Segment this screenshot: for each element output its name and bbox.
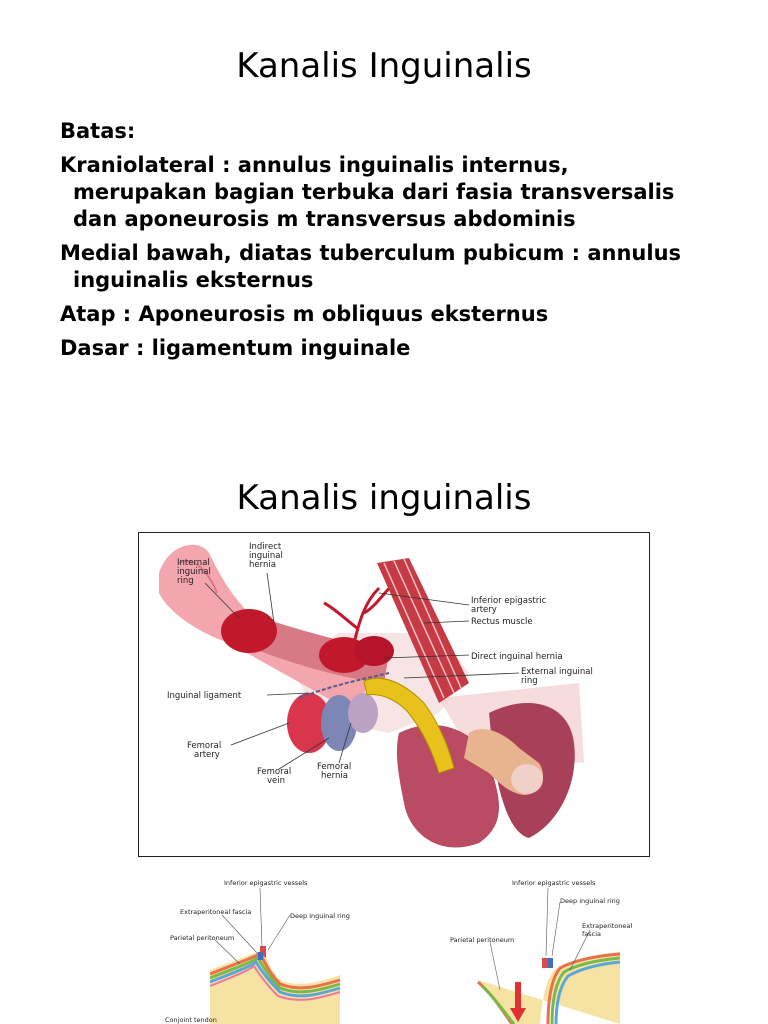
list-item: Dasar : ligamentum inguinale [60, 336, 411, 360]
label-right-deep-inguinal-ring: Deep inguinal ring [560, 897, 620, 905]
label-left-extraperitoneal-fascia: Extraperitoneal fascia [180, 908, 252, 916]
list-item: Atap : Aponeurosis m obliquus eksternus [60, 302, 549, 326]
label-femoral-hernia: Femoral hernia [317, 762, 352, 781]
label-femoral-artery: Femoral artery [187, 741, 222, 760]
label-left-conjoint-tendon: Conjoint tendon [165, 1016, 217, 1024]
cross-section-illustration [150, 870, 670, 1024]
slide-title: Kanalis inguinalis [236, 478, 532, 518]
femoral-hernia [348, 693, 378, 733]
left-pointers [215, 888, 290, 964]
label-inferior-epigastric-artery: Inferior epigastric artery [471, 596, 547, 615]
left-section-layers [210, 946, 340, 1024]
slide-title: Kanalis Inguinalis [236, 46, 532, 86]
content-list [60, 118, 700, 369]
anatomy-illustration [139, 533, 649, 856]
list-item: Kraniolateral : annulus inguinalis internus, merupakan bagian terbuka dari fasia transversalis dan aponeurosis m transversus abdominis [60, 153, 675, 231]
label-left-inferior-epigastric-vessels: Inferior epigastric vessels [224, 879, 308, 887]
list-item: Batas: [60, 119, 136, 143]
label-rectus-muscle: Rectus muscle [471, 617, 533, 627]
direct-hernia-bulge-2 [354, 636, 394, 666]
label-right-parietal-peritoneum: Parietal peritoneum [450, 936, 515, 944]
label-left-deep-inguinal-ring: Deep inguinal ring [290, 912, 350, 920]
label-right-extraperitoneal: Extraperitoneal [582, 922, 633, 930]
hernia-cross-section-figure [150, 870, 670, 1024]
label-left-parietal-peritoneum: Parietal peritoneum [170, 934, 235, 942]
inguinal-anatomy-figure [138, 532, 650, 857]
label-external-ring: External inguinal ring [521, 667, 593, 686]
label-internal-ring: Internal inguinal ring [177, 558, 211, 586]
label-right-inferior-epigastric-vessels: Inferior epigastric vessels [512, 879, 596, 887]
glans-shape [511, 764, 543, 794]
label-inguinal-ligament: Inguinal ligament [167, 691, 242, 701]
list-item: Medial bawah, diatas tuberculum pubicum : annulus inguinalis eksternus [60, 241, 682, 292]
label-right-fascia: fascia [582, 930, 602, 938]
indirect-hernia-bulge [221, 609, 277, 653]
label-indirect-hernia: Indirect inguinal hernia [249, 542, 283, 570]
label-femoral-vein: Femoral vein [257, 767, 292, 786]
label-direct-hernia: Direct inguinal hernia [471, 652, 563, 662]
